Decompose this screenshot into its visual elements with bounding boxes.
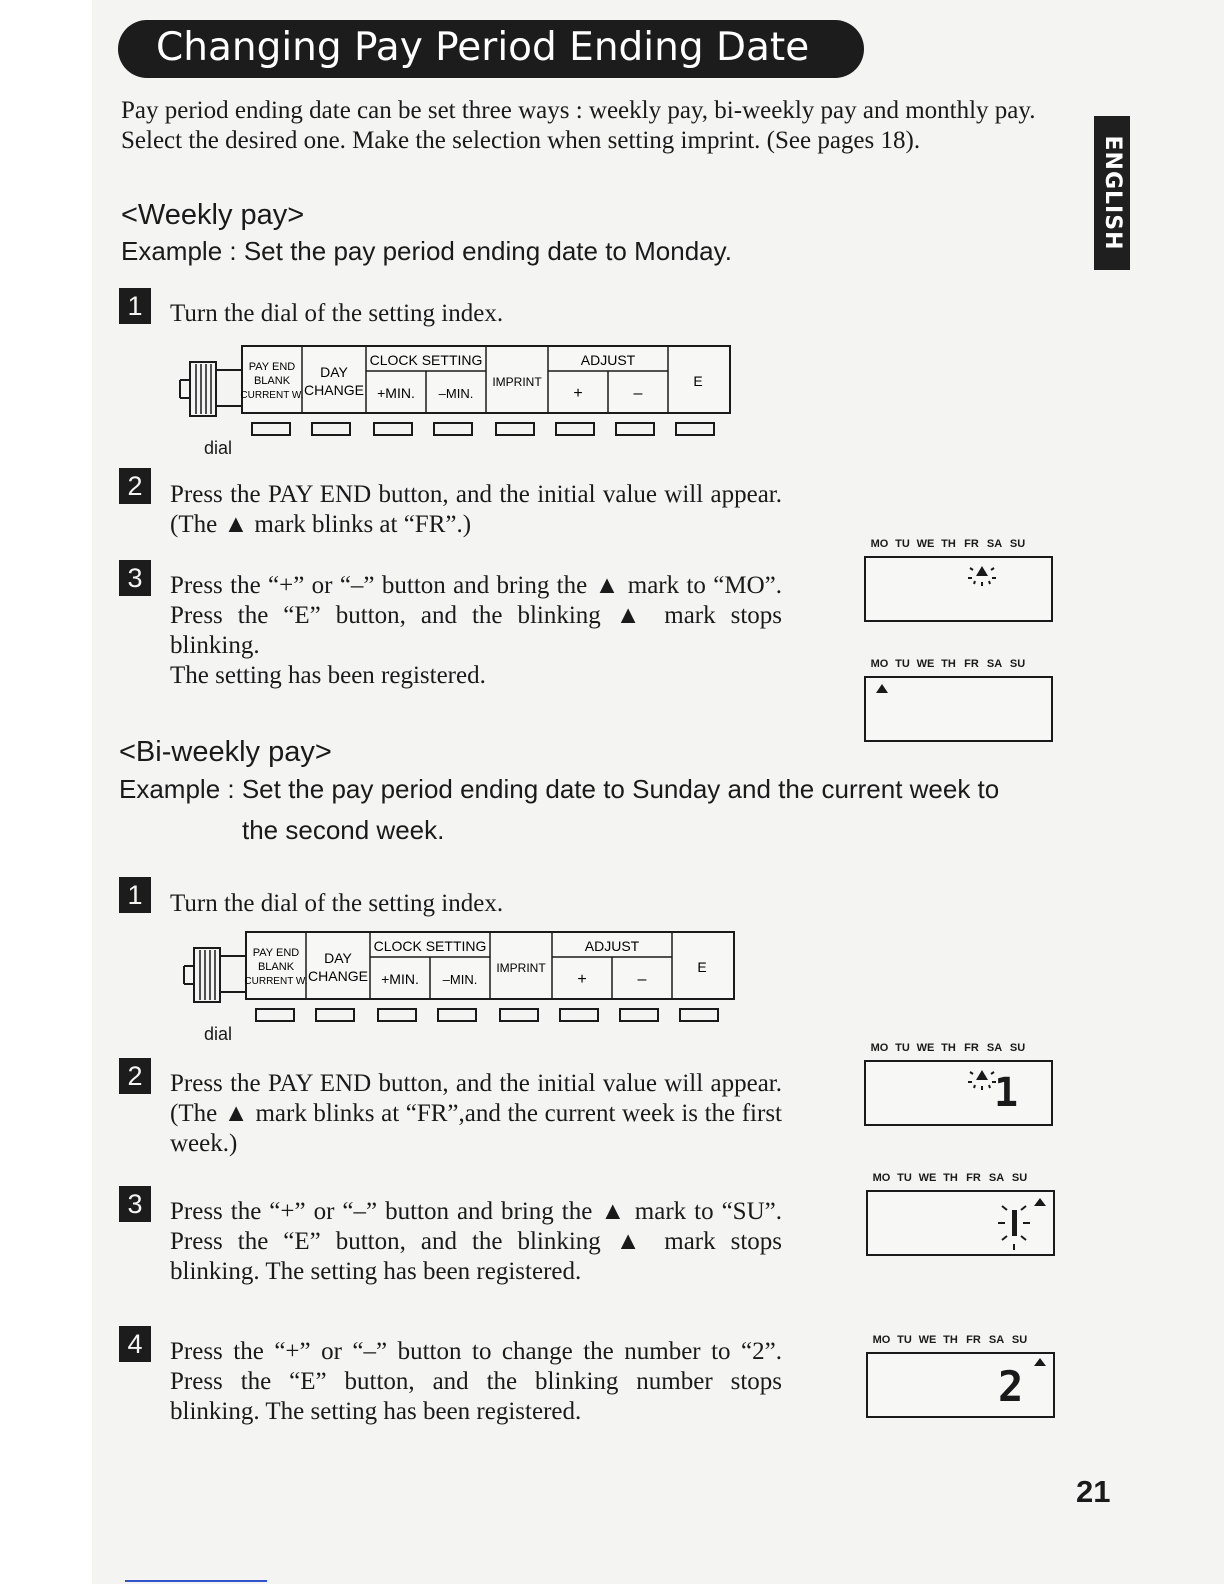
label-change: CHANGE <box>308 968 368 984</box>
label-minus-min: –MIN. <box>442 972 478 987</box>
label-imprint: IMPRINT <box>496 961 546 975</box>
label-e: E <box>697 959 707 975</box>
weekly-step-2-number: 2 <box>119 468 151 504</box>
label-adjust: ADJUST <box>580 352 636 368</box>
language-tab-label: ENGLISH <box>1100 135 1125 251</box>
label-plus-min: +MIN. <box>381 971 419 987</box>
weekly-step-3-instruction: Press the “+” or “–” button and bring the ▲ mark to “MO”. Press the “E” button, and the blinking ▲ mark stops blinking. <box>170 572 782 659</box>
label-day: DAY <box>324 950 352 966</box>
page-title: Changing Pay Period Ending Date <box>156 25 810 70</box>
dial-label-weekly: dial <box>204 438 233 458</box>
lcd-day-row-3: MO TU WE TH FR SA SU <box>870 1042 1026 1054</box>
scan-gutter <box>0 0 92 1584</box>
lcd-day-row-1: MO TU WE TH FR SA SU <box>870 538 1026 550</box>
biweekly-step-4-text: Press the “+” or “–” button to change the number to “2”. Press the “E” button, and the blinking number stops blinking. The setting has been registered. <box>170 1338 782 1425</box>
triangle-mark-icon <box>1034 1198 1046 1206</box>
dial-icon <box>180 362 242 416</box>
biweekly-step-4-number: 4 <box>119 1326 151 1362</box>
setting-index-panel-weekly <box>176 340 736 446</box>
label-day: DAY <box>320 364 348 380</box>
dial-icon <box>184 948 246 1002</box>
lcd-week-digit-2: 2 <box>998 1362 1024 1411</box>
lcd-display-4 <box>866 1190 1055 1256</box>
label-clock-setting: CLOCK SETTING <box>373 938 487 954</box>
setting-index-panel-biweekly <box>180 926 740 1032</box>
label-blank: BLANK <box>253 375 291 387</box>
biweekly-step-1-number: 1 <box>119 877 151 913</box>
weekly-step-1-text: Turn the dial of the setting index. <box>170 300 504 327</box>
biweekly-step-2-number: 2 <box>119 1058 151 1094</box>
label-minus: – <box>633 385 643 402</box>
label-plus: + <box>577 971 587 988</box>
triangle-mark-icon <box>866 678 1051 740</box>
label-minus: – <box>637 971 647 988</box>
lcd-display-1 <box>864 556 1053 622</box>
triangle-mark-icon <box>868 1354 1053 1416</box>
blinking-triangle-icon <box>866 1062 1051 1124</box>
weekly-step-3-number: 3 <box>119 560 151 596</box>
weekly-example: Example : Set the pay period ending date to Monday. <box>121 236 732 266</box>
label-current-week: CURRENT W. <box>244 976 308 987</box>
label-imprint: IMPRINT <box>492 375 542 389</box>
label-plus-min: +MIN. <box>377 385 415 401</box>
label-change: CHANGE <box>304 382 364 398</box>
lcd-day-row-5: MO TU WE TH FR SA SU <box>872 1334 1028 1346</box>
dial-label-biweekly: dial <box>204 1024 233 1044</box>
lcd-day-row-2: MO TU WE TH FR SA SU <box>870 658 1026 670</box>
label-current-week: CURRENT W. <box>240 390 304 401</box>
lcd-week-digit-1: 1 <box>994 1070 1019 1116</box>
intro-paragraph: Pay period ending date can be set three ways : weekly pay, bi-weekly pay and monthly pay. Select the desired one. Make the selection when setting imprint. (See pages 18). <box>121 97 1036 154</box>
lcd-display-5 <box>866 1352 1055 1418</box>
page-number: 21 <box>1076 1474 1111 1509</box>
lcd-display-2 <box>864 676 1053 742</box>
biweekly-heading: <Bi-weekly pay> <box>119 736 332 768</box>
blinking-digit-icon <box>868 1192 1053 1254</box>
lcd-day-row-4: MO TU WE TH FR SA SU <box>872 1172 1028 1184</box>
bottom-rule <box>125 1580 267 1582</box>
label-pay-end: PAY END <box>252 947 300 959</box>
language-tab <box>1094 116 1130 270</box>
weekly-step-2-text: Press the PAY END button, and the initial value will appear. (The ▲ mark blinks at “FR”.) <box>170 481 782 538</box>
label-minus-min: –MIN. <box>438 386 474 401</box>
label-adjust: ADJUST <box>584 938 640 954</box>
label-clock-setting: CLOCK SETTING <box>369 352 483 368</box>
biweekly-step-3-number: 3 <box>119 1186 151 1222</box>
weekly-step-1-number: 1 <box>119 288 151 324</box>
index-buttons <box>256 1009 718 1021</box>
biweekly-example: Example : Set the pay period ending date to Sunday and the current week to <box>119 774 1000 804</box>
label-e: E <box>693 373 703 389</box>
blinking-triangle-icon <box>866 558 1051 620</box>
lcd-display-3 <box>864 1060 1053 1126</box>
index-buttons <box>252 423 714 435</box>
biweekly-example-continued: the second week. <box>242 815 445 845</box>
weekly-step-3-text <box>170 571 782 691</box>
biweekly-step-3-text: Press the “+” or “–” button and bring the ▲ mark to “SU”. Press the “E” button, and the blinking ▲ mark stops blinking. The setting has been registered. <box>170 1198 782 1285</box>
label-pay-end: PAY END <box>248 361 296 373</box>
weekly-heading: <Weekly pay> <box>121 199 305 231</box>
label-plus: + <box>573 385 583 402</box>
label-blank: BLANK <box>257 961 295 973</box>
biweekly-step-1-text: Turn the dial of the setting index. <box>170 890 504 917</box>
biweekly-step-2-text: Press the PAY END button, and the initial value will appear. (The ▲ mark blinks at “FR”,and the current week is the first week.) <box>170 1070 782 1157</box>
weekly-step-3-result: The setting has been registered. <box>170 662 486 689</box>
